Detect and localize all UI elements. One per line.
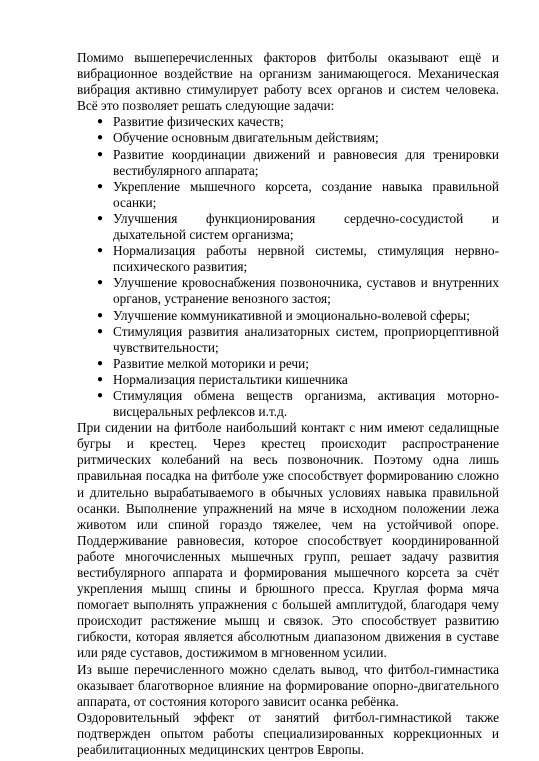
list-item [77, 356, 499, 372]
list-item-text: Улучшение кровоснабжения позвоночника, суставов и внутренних органов, устранение венозного застоя; [113, 275, 499, 307]
list-item [77, 130, 499, 146]
list-item [77, 211, 499, 243]
bullet-icon: ● [97, 389, 104, 401]
list-item-text: Стимуляция развития анализаторных систем, проприорцептивной чувствительности; [113, 323, 499, 355]
list-item-text: Обучение основным двигательным действиям; [113, 130, 379, 146]
list-item [77, 388, 499, 420]
list-item-text: Улучшения функционирования сердечно-сосудистой и дыхательной систем организма; [113, 210, 499, 243]
bullet-icon: ● [97, 373, 104, 385]
list-item-text: Нормализация перистальтики кишечника [113, 371, 348, 387]
list-item [77, 275, 499, 307]
document-page [77, 50, 499, 758]
bullet-icon: ● [97, 325, 104, 337]
list-item-text: Развитие мелкой моторики и речи; [113, 355, 309, 371]
list-item-text: Стимуляция обмена веществ организма, активация моторно-висцеральных рефлексов и.т.д. [113, 387, 499, 420]
conclusion-paragraph: Из выше перечисленного можно сделать вывод, что фитбол-гимнастика оказывает благотворное влияние на формирование опорно-двигательного аппарата, от состояния которого зависит осанка ребёнка. [77, 661, 499, 709]
bullet-icon: ● [97, 180, 104, 192]
bullet-icon: ● [97, 148, 104, 160]
list-item-text: Укрепление мышечного корсета, создание навыка правильной осанки; [113, 178, 499, 210]
list-item [77, 324, 499, 356]
closing-paragraph: Оздоровительный эффект от занятий фитбол-гимнастикой также подтвержден опытом работы специализированных коррекционных и реабилитационных медицинских центров Европы. [77, 709, 499, 758]
bullet-icon: ● [97, 116, 104, 128]
bullet-icon: ● [97, 357, 104, 369]
bullet-icon: ● [97, 132, 104, 144]
body-paragraph: При сидении на фитболе наибольший контакт с ним имеют седалищные бугры и крестец. Через крестец происходит распространение ритмических колебаний на весь позвоночник. Поэтому одна лишь правильная посадка на фитболе уже способствует формированию сложно и длительно вырабатываемого в обычных условиях навыка правильной осанки. Выполнение упражнений на мяче в исходном положении лежа животом или спиной гораздо тяжелее, чем на устойчивой опоре. Поддерживание равновесия, которое способствует координированной работе многочисленных мышечных групп, решает задачу развития вестибулярного аппарата и формирования мышечного корсета за счёт укрепления мышц спины и брюшного пресса. Круглая форма мяча помогает выполнять упражнения с большей амплитудой, благодаря чему происходит растяжение мышц и связок. Это способствует развитию гибкости, которая является абсолютным диапазоном движения в суставе или ряде суставов, достижимом в мгновенном усилии. [77, 420, 499, 661]
list-item-text: Развитие физических качеств; [113, 114, 284, 130]
intro-paragraph: Помимо вышеперечисленных факторов фитболы оказывают ещё и вибрационное воздействие на организм занимающегося. Механическая вибрация активно стимулирует работу всех органов и систем человека. Всё это позволяет решать следующие задачи: [77, 50, 499, 114]
list-item-text: Улучшение коммуникативной и эмоционально-волевой сферы; [113, 307, 470, 323]
list-item [77, 179, 499, 211]
list-item [77, 147, 499, 179]
list-item [77, 372, 499, 388]
bullet-icon: ● [97, 245, 104, 257]
list-item-text: Развитие координации движений и равновесия для тренировки вестибулярного аппарата; [113, 146, 499, 178]
tasks-list [77, 114, 499, 420]
bullet-icon: ● [97, 309, 104, 321]
bullet-icon: ● [97, 212, 104, 224]
bullet-icon: ● [97, 277, 104, 289]
list-item [77, 243, 499, 275]
list-item-text: Нормализация работы нервной системы, стимуляция нервно-психического развития; [113, 243, 499, 275]
list-item [77, 114, 499, 130]
list-item [77, 308, 499, 324]
